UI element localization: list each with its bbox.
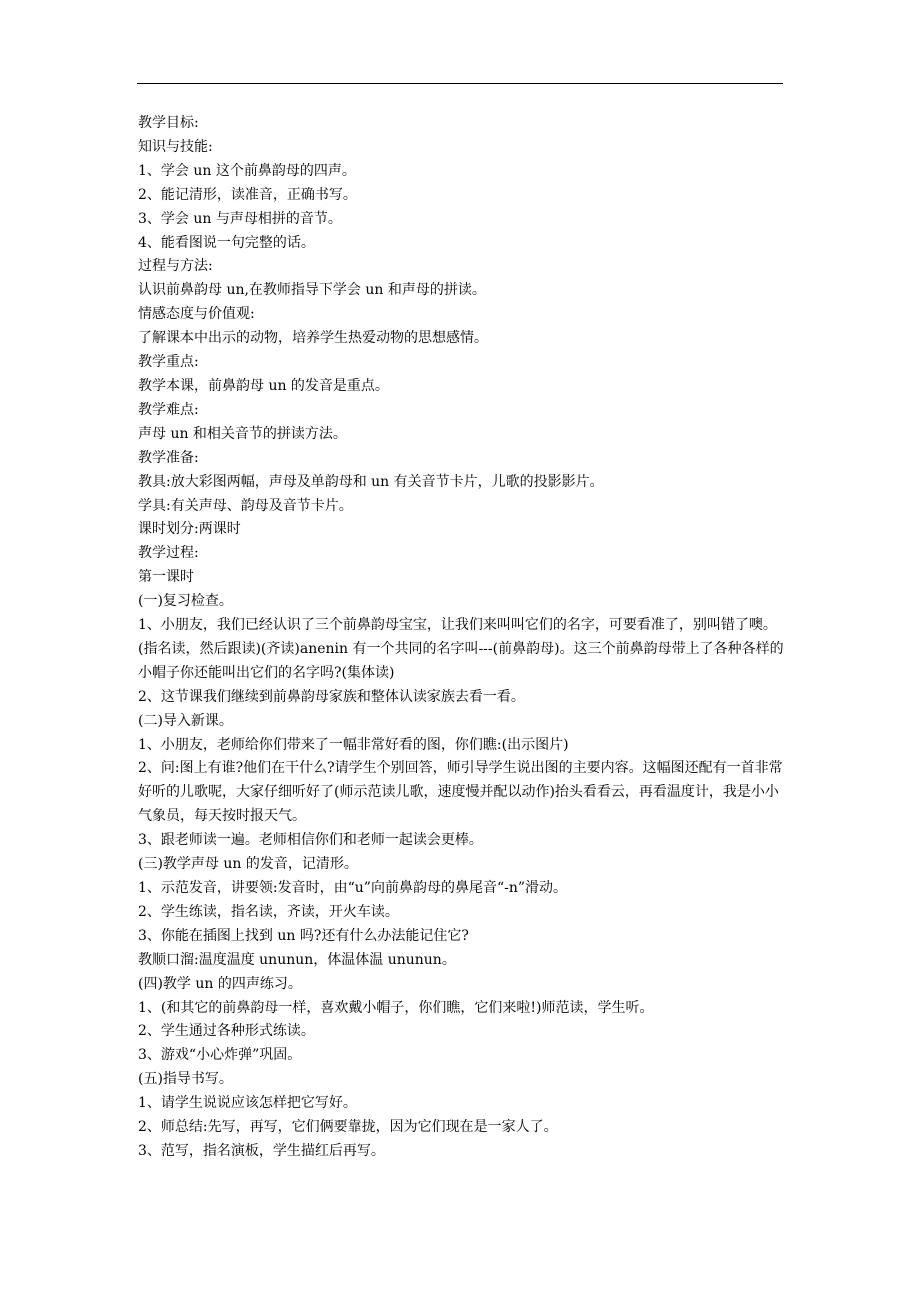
text-line: (三)教学声母 un 的发音，记清形。 bbox=[138, 856, 358, 873]
text-line: 认识前鼻韵母 un,在教师指导下学会 un 和声母的拼读。 bbox=[138, 282, 486, 299]
text-line: 2、学生通过各种形式练读。 bbox=[138, 1023, 315, 1040]
text-line: 3、学会 un 与声母相拼的音节。 bbox=[138, 210, 342, 227]
text-line: (五)指导书写。 bbox=[138, 1071, 233, 1088]
text-line: 知识与技能: bbox=[138, 138, 213, 155]
text-line: 2、能记清形，读准音，正确书写。 bbox=[138, 186, 357, 203]
header-rule bbox=[137, 83, 783, 84]
text-line: 1、请学生说说应该怎样把它写好。 bbox=[138, 1095, 357, 1112]
text-line: 学具:有关声母、韵母及音节卡片。 bbox=[138, 497, 353, 514]
text-line: 2、问:图上有谁?他们在干什么?请学生个别回答，师引导学生说出图的主要内容。这幅图还配有一首非常好听的儿歌呢，大家仔细听好了(师示范读儿歌，速度慢并配以动作)抬头看看云，再看温度计，我是小小气象员，每天按时报天气。 bbox=[138, 760, 783, 825]
text-line: 了解课本中出示的动物，培养学生热爱动物的思想感情。 bbox=[138, 330, 488, 347]
text-line: 2、学生练读，指名读，齐读，开火车读。 bbox=[138, 903, 399, 920]
text-line: 3、跟老师读一遍。老师相信你们和老师一起读会更棒。 bbox=[138, 832, 483, 849]
text-line: 教学本课，前鼻韵母 un 的发音是重点。 bbox=[138, 377, 389, 394]
text-line: 2、师总结:先写，再写，它们俩要靠拢，因为它们现在是一家人了。 bbox=[138, 1119, 558, 1136]
text-line: 1、小朋友，我们已经认识了三个前鼻韵母宝宝，让我们来叫叫它们的名字，可要看准了，别叫错了噢。(指名读，然后跟读)(齐读)anenin 有一个共同的名字叫---(前鼻韵母)。这三个前鼻韵母带上了各种各样的小帽子你还能叫出它们的名字吗?(集体读) bbox=[138, 617, 784, 681]
document-body bbox=[138, 112, 786, 1164]
text-line: 4、能看图说一句完整的话。 bbox=[138, 234, 315, 251]
text-line: 教学目标: bbox=[138, 115, 199, 131]
text-line: 情感态度与价值观: bbox=[138, 306, 255, 323]
text-line: 教具:放大彩图两幅，声母及单韵母和 un 有关音节卡片，儿歌的投影影片。 bbox=[138, 473, 604, 490]
text-line: 教学重点: bbox=[138, 354, 199, 371]
text-line: 第一课时 bbox=[138, 569, 194, 586]
text-line: (二)导入新课。 bbox=[138, 712, 233, 729]
text-line: 3、游戏“小心炸弹”巩固。 bbox=[138, 1047, 302, 1064]
text-line: (四)教学 un 的四声练习。 bbox=[138, 975, 302, 992]
text-line: 2、这节课我们继续到前鼻韵母家族和整体认读家族去看一看。 bbox=[138, 688, 525, 705]
text-line: 教学准备: bbox=[138, 449, 199, 466]
text-line: 3、范写，指名演板，学生描红后再写。 bbox=[138, 1142, 385, 1159]
text-line: 课时划分:两课时 bbox=[138, 521, 241, 538]
text-line: 过程与方法: bbox=[138, 258, 213, 275]
text-line: 1、示范发音，讲要领:发音时，由“u”向前鼻韵母的鼻尾音“-n”滑动。 bbox=[138, 880, 568, 896]
text-line: (一)复习检查。 bbox=[138, 593, 233, 610]
text-line: 声母 un 和相关音节的拼读方法。 bbox=[138, 425, 347, 442]
text-line: 3、你能在插图上找到 un 吗?还有什么办法能记住它? bbox=[138, 927, 469, 944]
text-line: 教学过程: bbox=[138, 545, 199, 562]
text-line: 1、小朋友，老师给你们带来了一幅非常好看的图，你们瞧:(出示图片) bbox=[138, 736, 569, 753]
text-line: 1、(和其它的前鼻韵母一样，喜欢戴小帽子，你们瞧，它们来啦!)师范读，学生听。 bbox=[138, 999, 654, 1016]
text-line: 教学难点: bbox=[138, 401, 199, 418]
text-line: 1、学会 un 这个前鼻韵母的四声。 bbox=[138, 162, 356, 179]
text-line: 教顺口溜:温度温度 ununun，体温体温 ununun。 bbox=[138, 951, 456, 968]
